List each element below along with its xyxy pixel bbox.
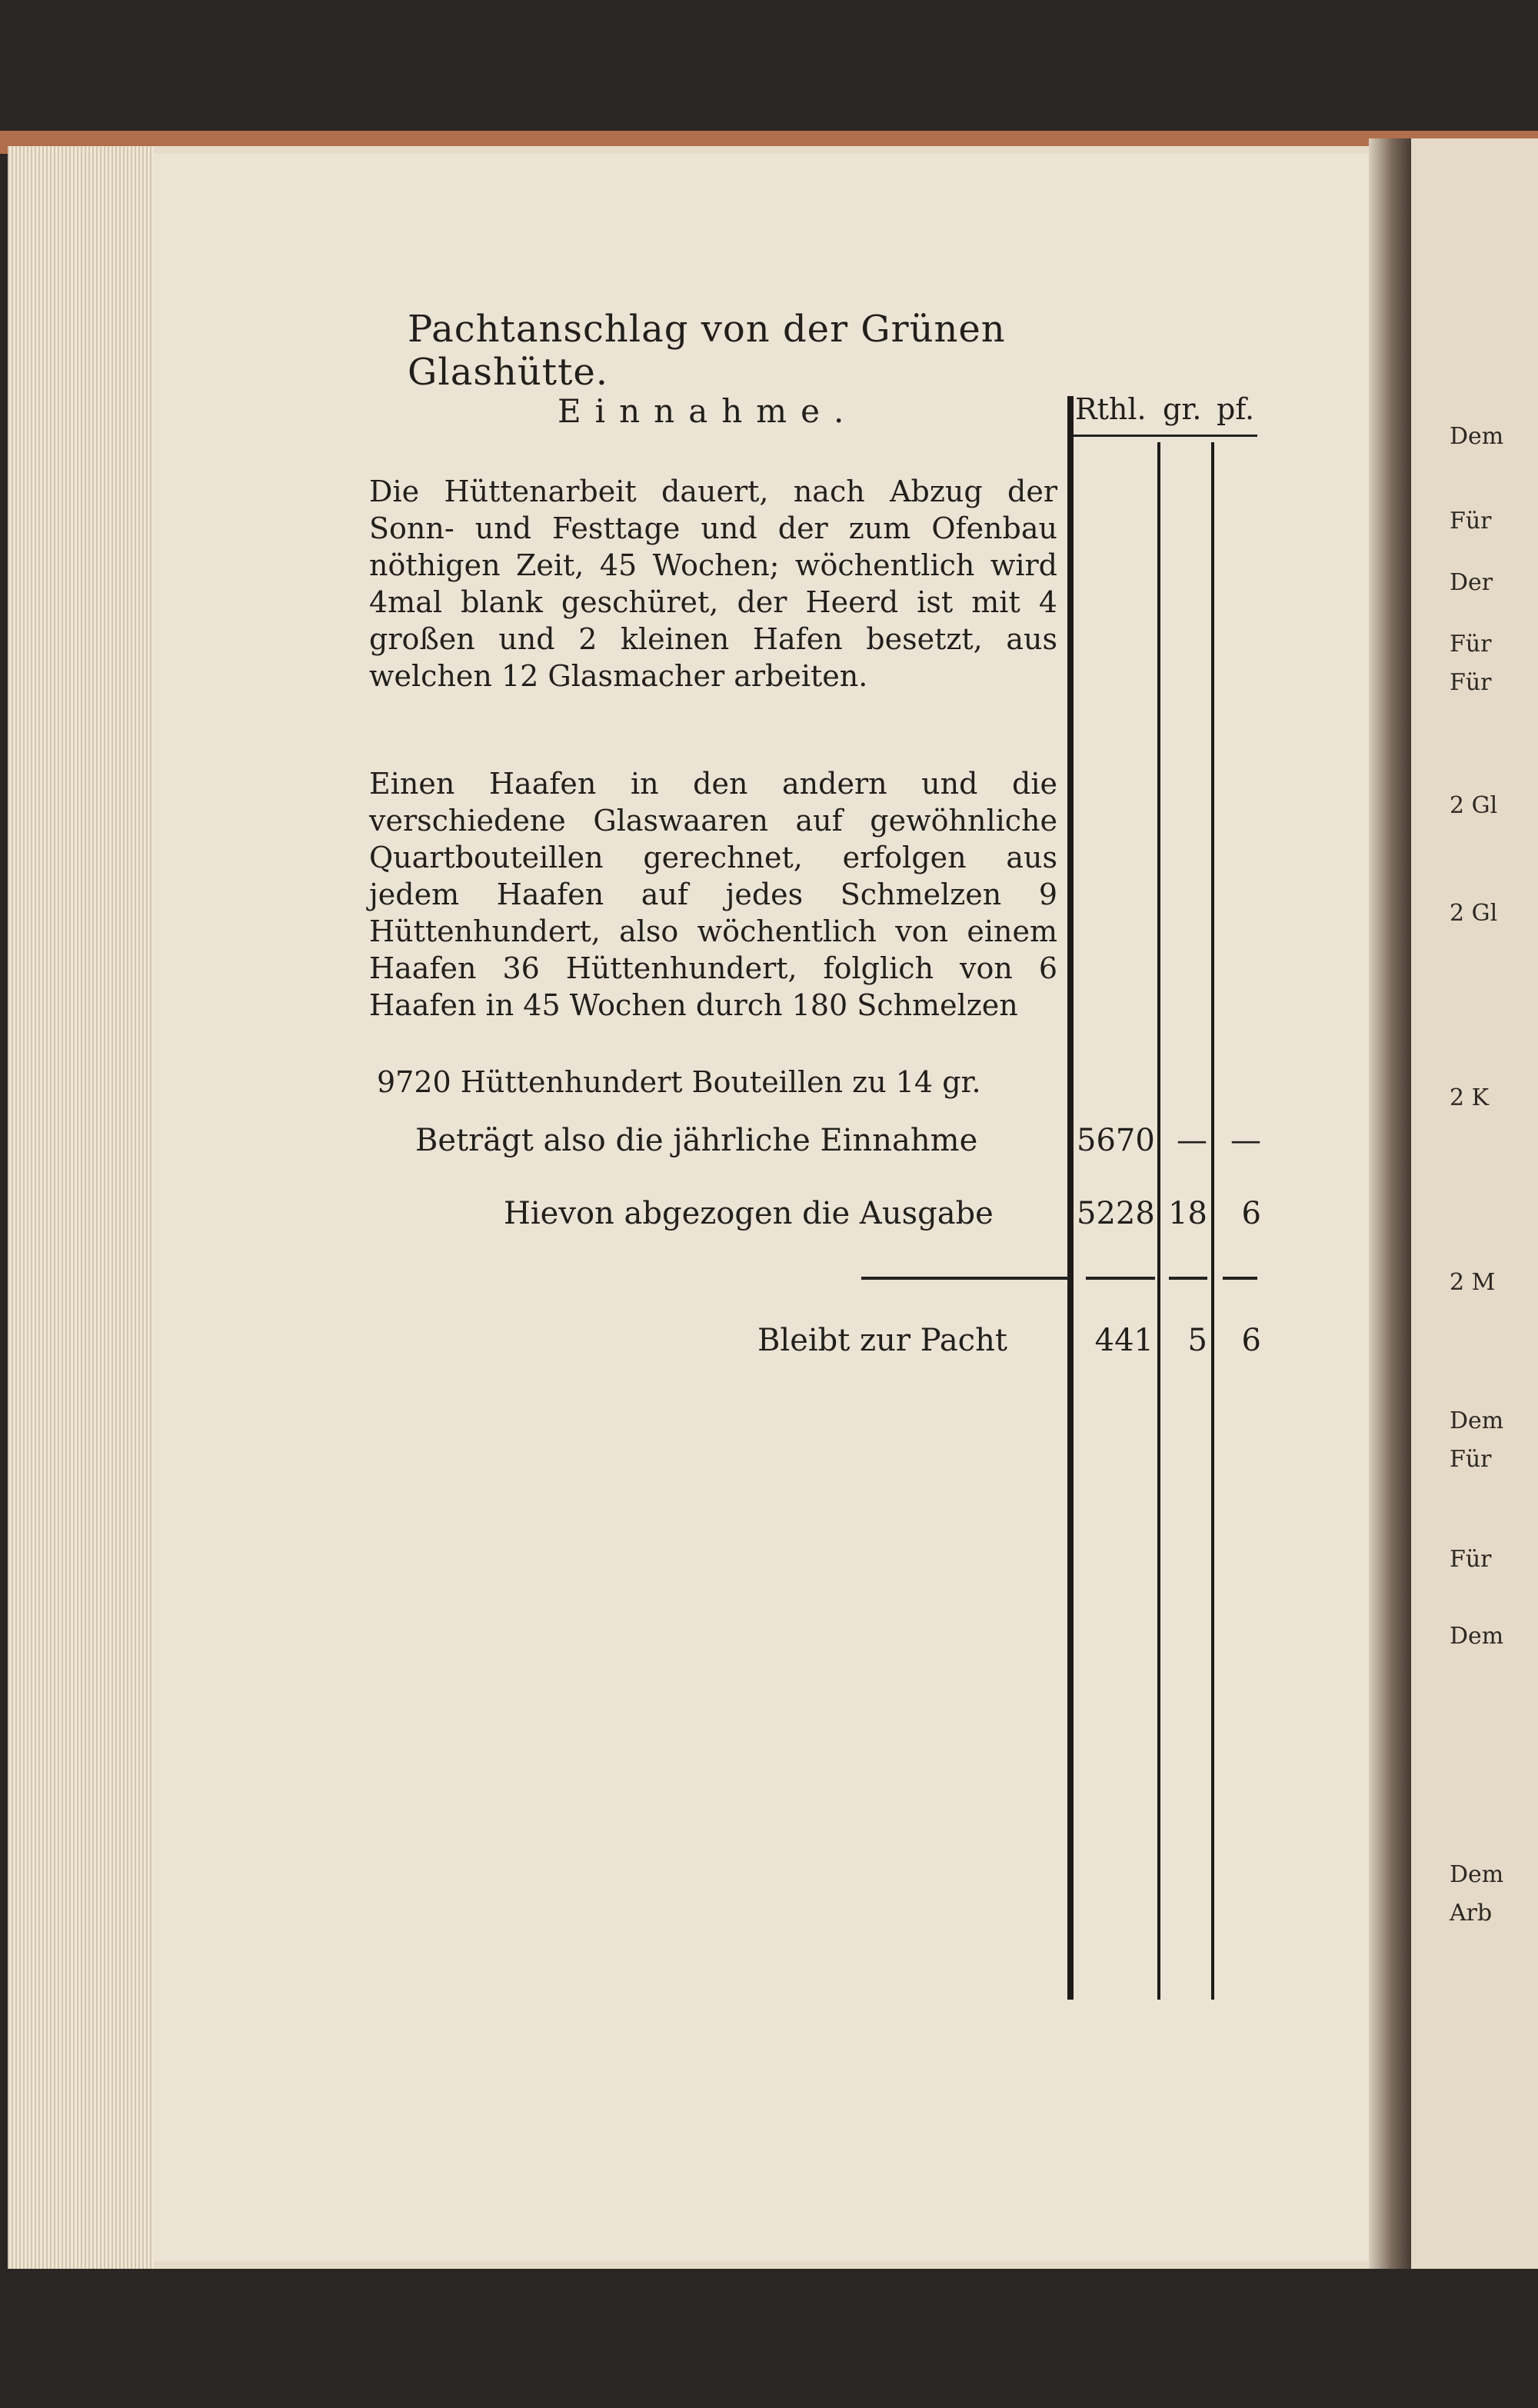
cell-expense-pf: 6 [1241,1196,1261,1231]
next-page-fragment: Für [1450,1546,1492,1573]
cell-rest-rthl: 441 [1094,1323,1154,1358]
next-page-fragment: Dem [1450,1861,1504,1888]
cell-expense-rthl: 5228 [1077,1196,1155,1231]
next-page-fragment: Der [1450,569,1493,596]
row-label-expense: Hievon abgezogen die Ausgabe [504,1196,994,1231]
column-rule-outer [1067,396,1074,2000]
page-edges [8,146,154,2269]
page-title: Pachtanschlag von der Grünen Glashütte. [408,308,1006,394]
cell-income-gr: — [1177,1123,1207,1158]
next-page-fragment: Dem [1450,423,1504,450]
next-page-fragment: Dem [1450,1623,1504,1650]
sum-rule-gr [1169,1277,1207,1280]
next-page-fragment: 2 Gl [1450,900,1498,927]
next-page-fragment: Für [1450,1446,1492,1473]
paragraph-output: Einen Haafen in den andern und die verschiedene Glaswaaren auf gewöhnliche Quartbouteillen gerechnet, erfolgen aus jedem Haafen auf jedes Schmelzen 9 Hüttenhundert, also wöchentlich von einem Haafen 36 Hüttenhundert, folglich von 6 Haafen in 45 Wochen durch 180 Schmelzen [369,767,1057,1022]
next-page-fragment: Arb [1450,1900,1493,1927]
cell-rest-pf: 6 [1241,1323,1261,1358]
column-header-rthl: Rthl. [1075,392,1147,426]
next-page-edge [1411,138,1538,2284]
next-page-fragment: Dem [1450,1407,1504,1434]
column-header-pf: pf. [1217,392,1255,426]
header-rule [1073,435,1257,437]
column-rule-gr-pf [1211,442,1214,2000]
sum-rule [861,1277,1069,1280]
row-label-rest: Bleibt zur Pacht [757,1323,1007,1358]
section-heading: Einnahme. [558,392,858,430]
next-page-fragment: 2 M [1450,1269,1496,1296]
cell-rest-gr: 5 [1187,1323,1207,1358]
cell-income-rthl: 5670 [1077,1123,1155,1158]
cell-income-pf: — [1230,1123,1261,1158]
sum-rule-pf [1223,1277,1257,1280]
column-header-gr: gr. [1163,392,1202,426]
background-bottom [0,2269,1538,2408]
next-page-fragment: Für [1450,631,1492,658]
next-page-fragment: Für [1450,669,1492,696]
next-page-fragment: Für [1450,508,1492,535]
next-page-fragment: 2 K [1450,1084,1490,1111]
amount-line: 9720 Hüttenhundert Bouteillen zu 14 gr. [377,1065,981,1099]
paragraph-hut-work: Die Hüttenarbeit dauert, nach Abzug der Sonn- und Festtage und der zum Ofenbau nöthigen Zeit, 45 Wochen; wöchentlich wird 4mal blank geschüret, der Heerd ist mit 4 großen und 2 kleinen Hafen besetzt, aus welchen 12 Glasmacher arbeiten. [369,475,1057,693]
next-page-fragment: 2 Gl [1450,792,1498,819]
row-label-income: Beträgt also die jährliche Einnahme [415,1123,978,1158]
cell-expense-gr: 18 [1168,1196,1207,1231]
column-rule-rthl-gr [1157,442,1160,2000]
book-gutter [1369,138,1415,2284]
sum-rule-rthl [1086,1277,1155,1280]
